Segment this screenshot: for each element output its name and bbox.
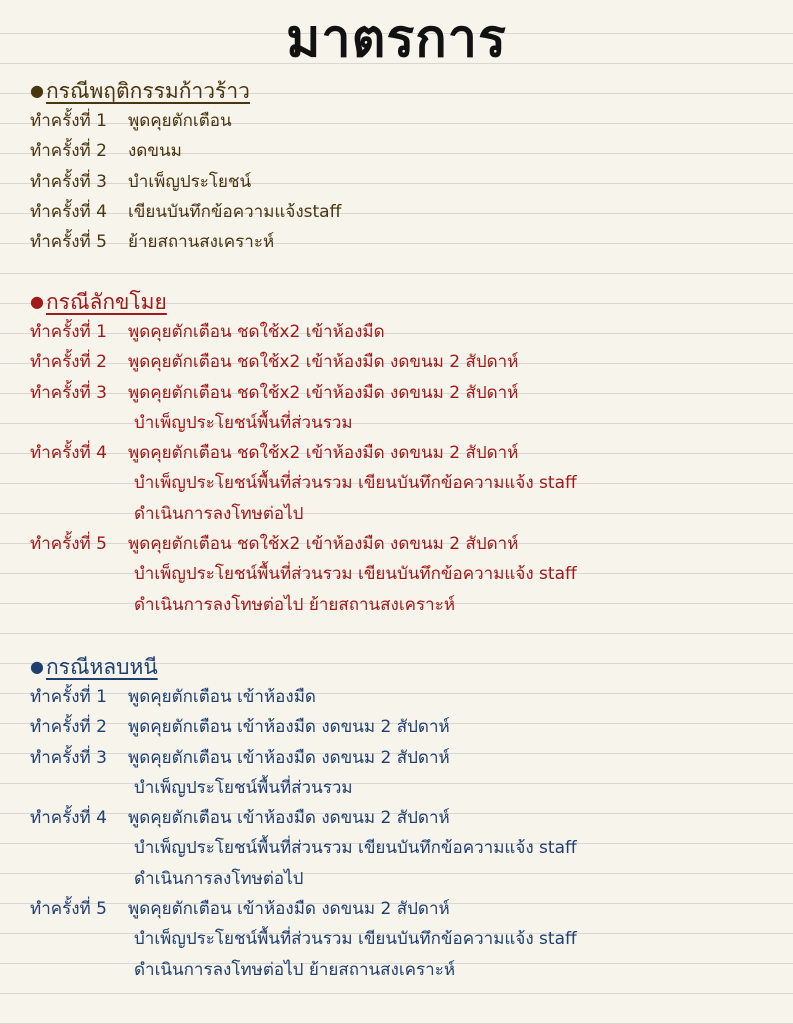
measure-text: พูดคุยตักเตือน เข้าห้องมืด งดขนม 2 สัปดาห์ xyxy=(128,747,450,768)
measure-text: พูดคุยตักเตือน ชดใช้x2 เข้าห้องมืด xyxy=(128,322,385,342)
section-heading xyxy=(30,76,770,106)
page-title: มาตรการ xyxy=(286,9,507,69)
measure-row-continuation xyxy=(30,559,770,589)
measure-text: พูดคุยตักเตือน เข้าห้องมืด งดขนม 2 สัปดาห์ xyxy=(128,899,450,920)
measure-text: บำเพ็ญประโยชน์พื้นที่ส่วนรวม xyxy=(134,777,353,798)
measure-row-continuation xyxy=(30,408,770,438)
measure-text: พูดคุยตักเตือน ชดใช้x2 เข้าห้องมืด งดขนม 2 สัปดาห์ xyxy=(128,534,519,555)
section-aggressive-behavior xyxy=(30,76,770,257)
section-heading-text: กรณีหลบหนี xyxy=(45,655,158,679)
measure-row xyxy=(30,167,770,197)
offense-count-label: ทำครั้งที่ 2 xyxy=(30,717,107,738)
measure-row xyxy=(30,743,770,773)
measure-row xyxy=(30,378,770,408)
measure-text: เขียนบันทึกข้อความแจ้งstaff xyxy=(128,201,342,222)
measure-text: งดขนม xyxy=(128,141,182,162)
offense-count-label: ทำครั้งที่ 1 xyxy=(30,322,107,342)
measure-row xyxy=(30,106,770,136)
measure-row xyxy=(30,438,770,468)
measure-text: บำเพ็ญประโยชน์พื้นที่ส่วนรวม เขียนบันทึกข้อความแจ้ง staff xyxy=(134,929,577,950)
measure-text: พูดคุยตักเตือน xyxy=(128,111,232,131)
measure-row-continuation xyxy=(30,773,770,803)
bullet-icon: ● xyxy=(30,657,44,676)
measure-text: บำเพ็ญประโยชน์พื้นที่ส่วนรวม เขียนบันทึกข้อความแจ้ง staff xyxy=(134,564,577,585)
section-heading-text: กรณีพฤติกรรมก้าวร้าว xyxy=(45,79,250,103)
measure-row xyxy=(30,894,770,924)
offense-count-label: ทำครั้งที่ 4 xyxy=(30,808,107,829)
measure-text: บำเพ็ญประโยชน์พื้นที่ส่วนรวม เขียนบันทึกข้อความแจ้ง staff xyxy=(134,838,577,859)
offense-count-label: ทำครั้งที่ 2 xyxy=(30,352,107,373)
measure-row-continuation xyxy=(30,955,770,985)
measure-row-continuation xyxy=(30,468,770,498)
measure-text: พูดคุยตักเตือน ชดใช้x2 เข้าห้องมืด งดขนม 2 สัปดาห์ xyxy=(128,382,519,403)
offense-count-label: ทำครั้งที่ 5 xyxy=(30,534,107,555)
measure-row xyxy=(30,529,770,559)
measure-row xyxy=(30,136,770,166)
measure-row xyxy=(30,227,770,257)
measure-text: ดำเนินการลงโทษต่อไป xyxy=(134,868,304,889)
measure-text: บำเพ็ญประโยชน์ xyxy=(128,171,252,192)
measure-list xyxy=(30,317,770,620)
section-escape xyxy=(30,652,770,985)
bullet-icon: ● xyxy=(30,81,44,100)
measure-row-continuation xyxy=(30,590,770,620)
offense-count-label: ทำครั้งที่ 2 xyxy=(30,141,107,162)
section-heading xyxy=(30,652,770,682)
measure-text: ดำเนินการลงโทษต่อไป ย้ายสถานสงเคราะห์ xyxy=(134,594,456,615)
measure-row xyxy=(30,803,770,833)
measure-row-continuation xyxy=(30,864,770,894)
measure-text: บำเพ็ญประโยชน์พื้นที่ส่วนรวม เขียนบันทึกข้อความแจ้ง staff xyxy=(134,473,577,494)
measure-text: บำเพ็ญประโยชน์พื้นที่ส่วนรวม xyxy=(134,412,353,433)
section-theft xyxy=(30,287,770,620)
section-heading xyxy=(30,287,770,317)
measure-row xyxy=(30,682,770,712)
measure-row xyxy=(30,197,770,227)
measure-text: ย้ายสถานสงเคราะห์ xyxy=(128,232,275,253)
section-heading-text: กรณีลักขโมย xyxy=(45,290,167,314)
measure-text: พูดคุยตักเตือน เข้าห้องมืด งดขนม 2 สัปดาห์ xyxy=(128,717,450,738)
measure-text: พูดคุยตักเตือน ชดใช้x2 เข้าห้องมืด งดขนม 2 สัปดาห์ xyxy=(128,443,519,464)
offense-count-label: ทำครั้งที่ 3 xyxy=(30,747,107,768)
measure-row-continuation xyxy=(30,499,770,529)
offense-count-label: ทำครั้งที่ 4 xyxy=(30,201,107,222)
bullet-icon: ● xyxy=(30,292,44,311)
measure-text: พูดคุยตักเตือน ชดใช้x2 เข้าห้องมืด งดขนม 2 สัปดาห์ xyxy=(128,352,519,373)
offense-count-label: ทำครั้งที่ 5 xyxy=(30,899,107,920)
offense-count-label: ทำครั้งที่ 5 xyxy=(30,232,107,253)
offense-count-label: ทำครั้งที่ 1 xyxy=(30,111,107,131)
measure-row xyxy=(30,712,770,742)
measure-row xyxy=(30,347,770,377)
measure-text: ดำเนินการลงโทษต่อไป ย้ายสถานสงเคราะห์ xyxy=(134,959,456,980)
measure-text: พูดคุยตักเตือน เข้าห้องมืด xyxy=(128,687,316,707)
measure-text: ดำเนินการลงโทษต่อไป xyxy=(134,503,304,524)
measure-row xyxy=(30,317,770,347)
offense-count-label: ทำครั้งที่ 1 xyxy=(30,687,107,707)
measure-list xyxy=(30,682,770,985)
offense-count-label: ทำครั้งที่ 3 xyxy=(30,382,107,403)
measure-list xyxy=(30,106,770,257)
measure-row-continuation xyxy=(30,924,770,954)
measure-text: พูดคุยตักเตือน เข้าห้องมืด งดขนม 2 สัปดาห์ xyxy=(128,808,450,829)
offense-count-label: ทำครั้งที่ 3 xyxy=(30,171,107,192)
measure-row-continuation xyxy=(30,833,770,863)
offense-count-label: ทำครั้งที่ 4 xyxy=(30,443,107,464)
